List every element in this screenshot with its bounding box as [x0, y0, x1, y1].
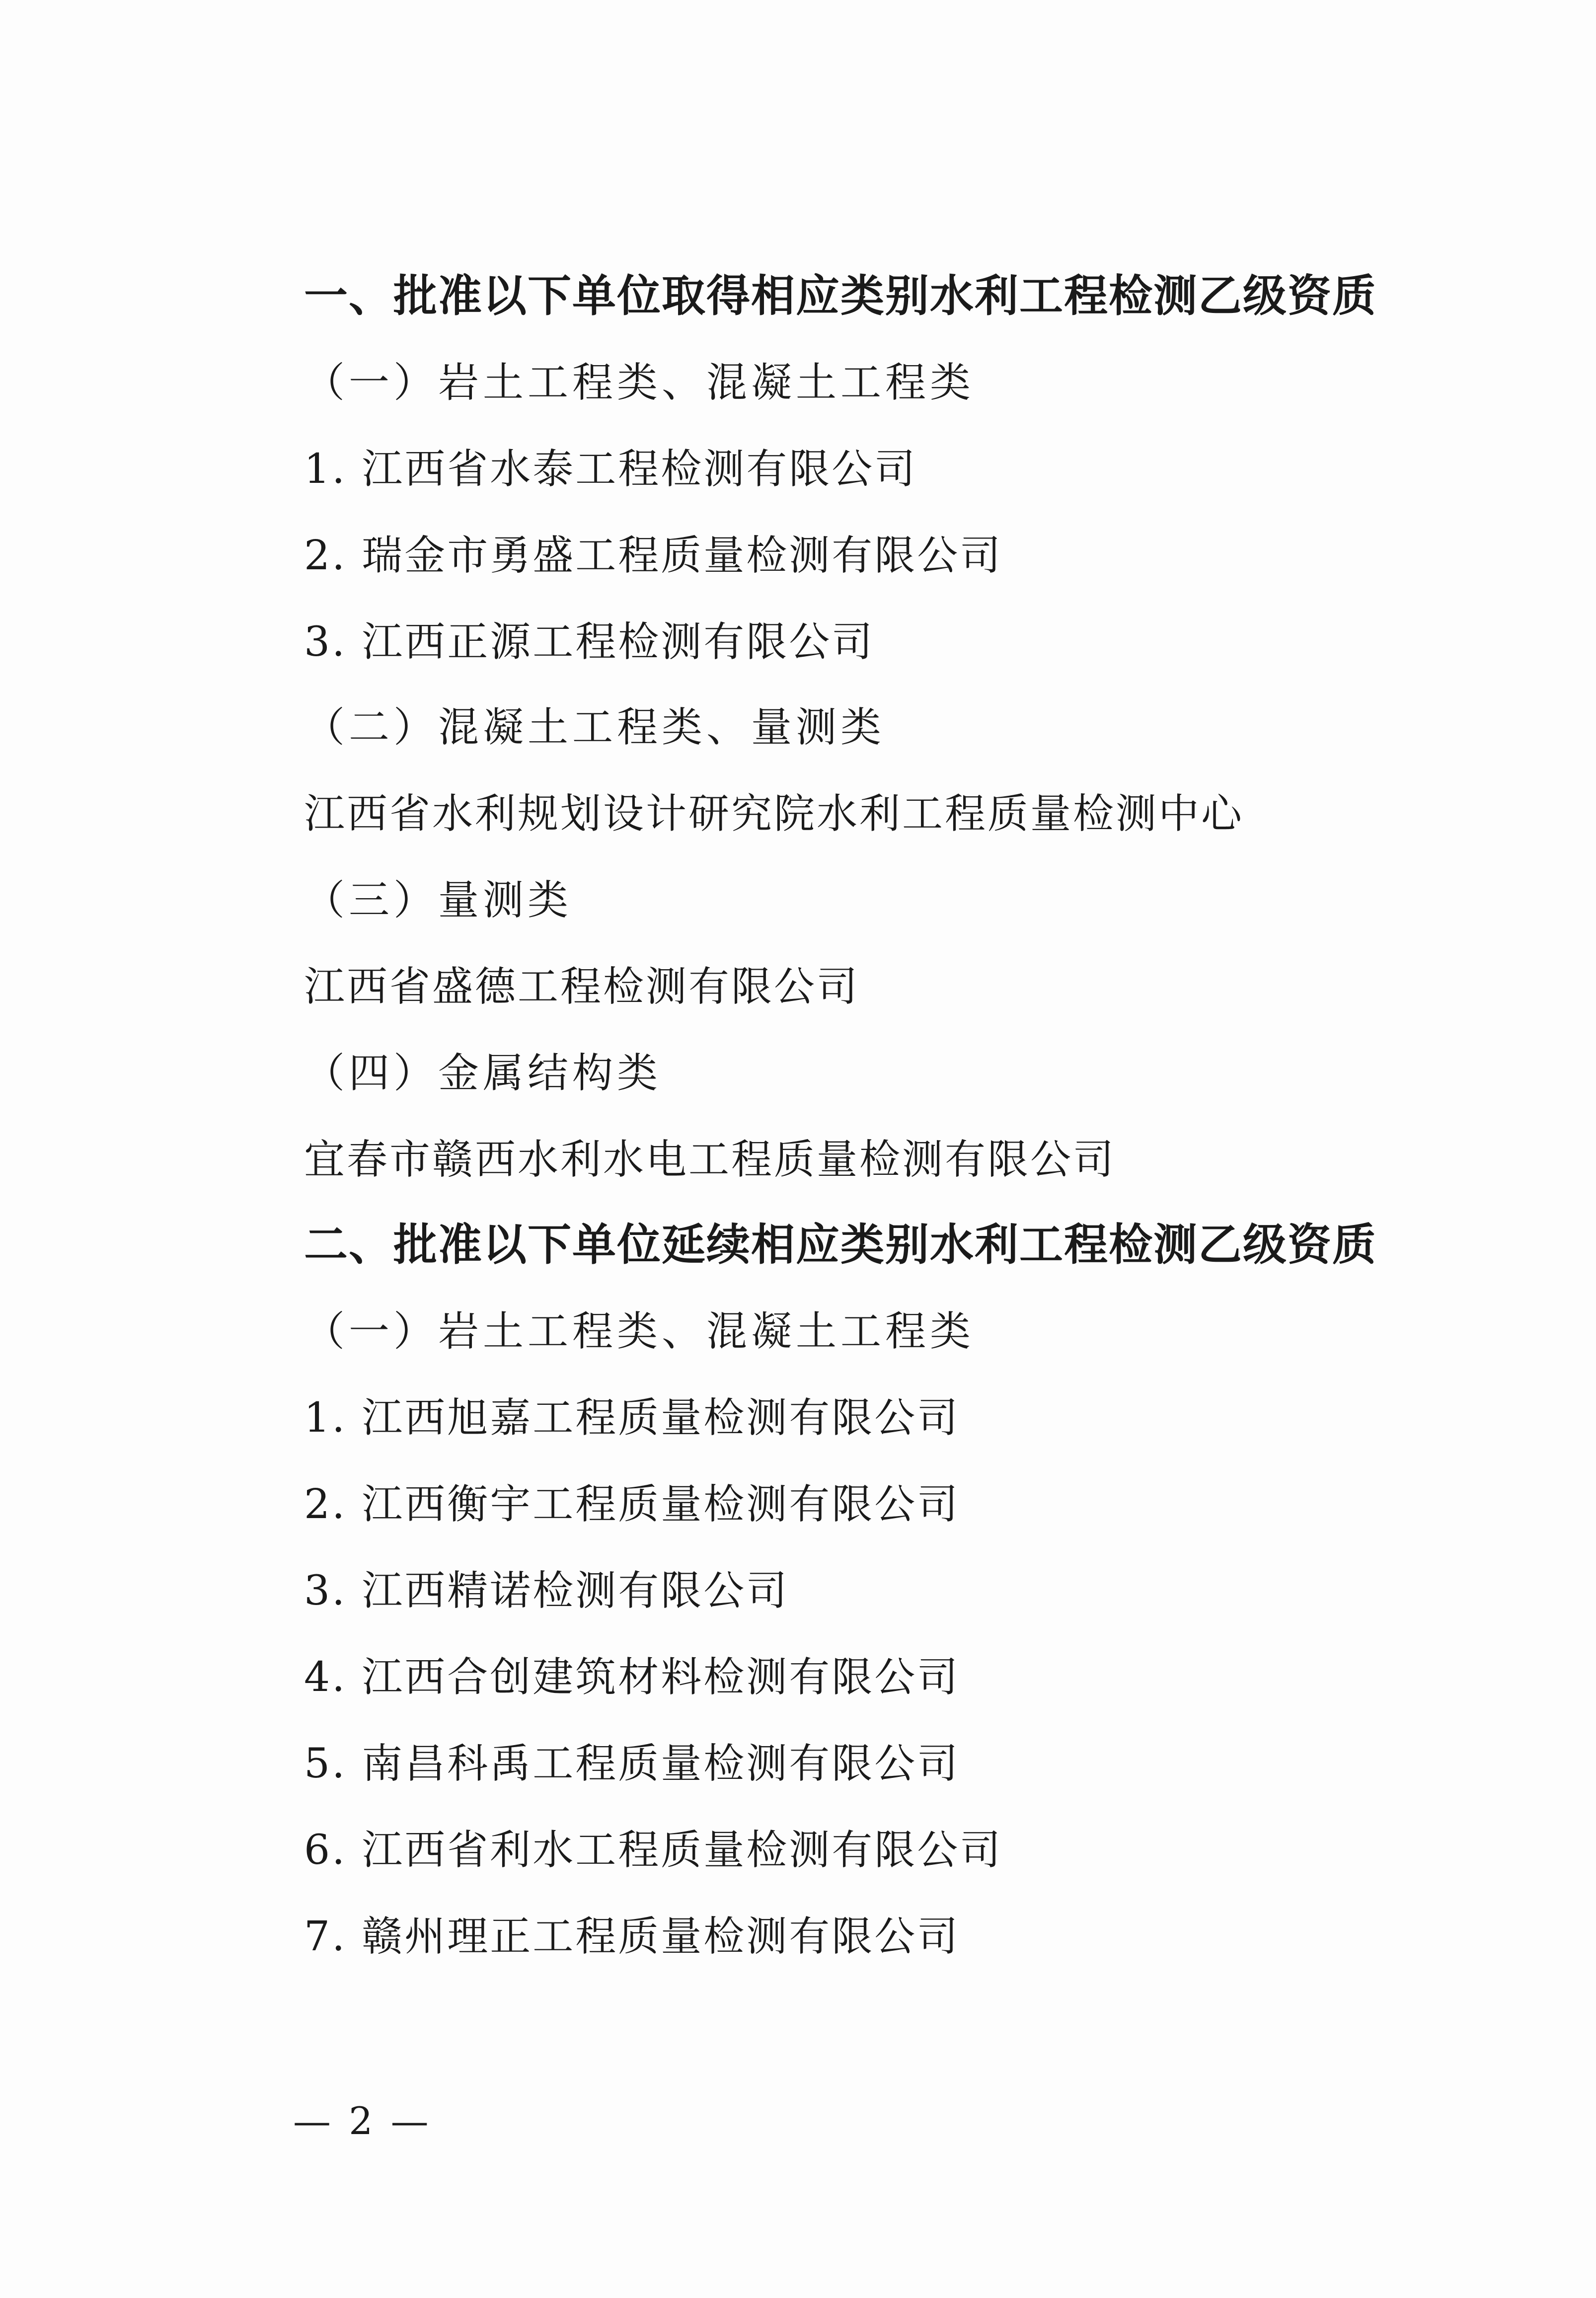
list-item: 6. 江西省利水工程质量检测有限公司	[304, 1827, 1003, 1874]
list-item: 1. 江西省水泰工程检测有限公司	[304, 446, 917, 493]
list-item: 1. 江西旭嘉工程质量检测有限公司	[304, 1394, 960, 1442]
list-item: 3. 江西精诺检测有限公司	[304, 1567, 789, 1614]
section-2-heading: 二、批准以下单位延续相应类别水利工程检测乙级资质	[304, 1219, 1377, 1270]
list-item: 宜春市赣西水利水电工程质量检测有限公司	[304, 1136, 1116, 1183]
section-1-group-3-title: （三）量测类	[304, 877, 573, 924]
list-item: 4. 江西合创建筑材料检测有限公司	[304, 1654, 960, 1701]
list-item: 2. 江西衡宇工程质量检测有限公司	[304, 1481, 960, 1528]
section-1-group-1-title: （一）岩土工程类、混凝土工程类	[304, 359, 975, 406]
list-item: 江西省盛德工程检测有限公司	[304, 963, 860, 1010]
page-number: — 2 —	[293, 2099, 432, 2143]
list-item: 江西省水利规划设计研究院水利工程质量检测中心	[304, 790, 1244, 838]
list-item: 7. 赣州理正工程质量检测有限公司	[304, 1913, 960, 1960]
section-1-heading: 一、批准以下单位取得相应类别水利工程检测乙级资质	[304, 270, 1377, 321]
section-1-group-4-title: （四）金属结构类	[304, 1050, 662, 1097]
list-item: 5. 南昌科禹工程质量检测有限公司	[304, 1740, 960, 1787]
section-2-group-1-title: （一）岩土工程类、混凝土工程类	[304, 1308, 975, 1355]
section-1-group-2-title: （二）混凝土工程类、量测类	[304, 704, 886, 751]
list-item: 3. 江西正源工程检测有限公司	[304, 618, 875, 666]
list-item: 2. 瑞金市勇盛工程质量检测有限公司	[304, 532, 1003, 579]
